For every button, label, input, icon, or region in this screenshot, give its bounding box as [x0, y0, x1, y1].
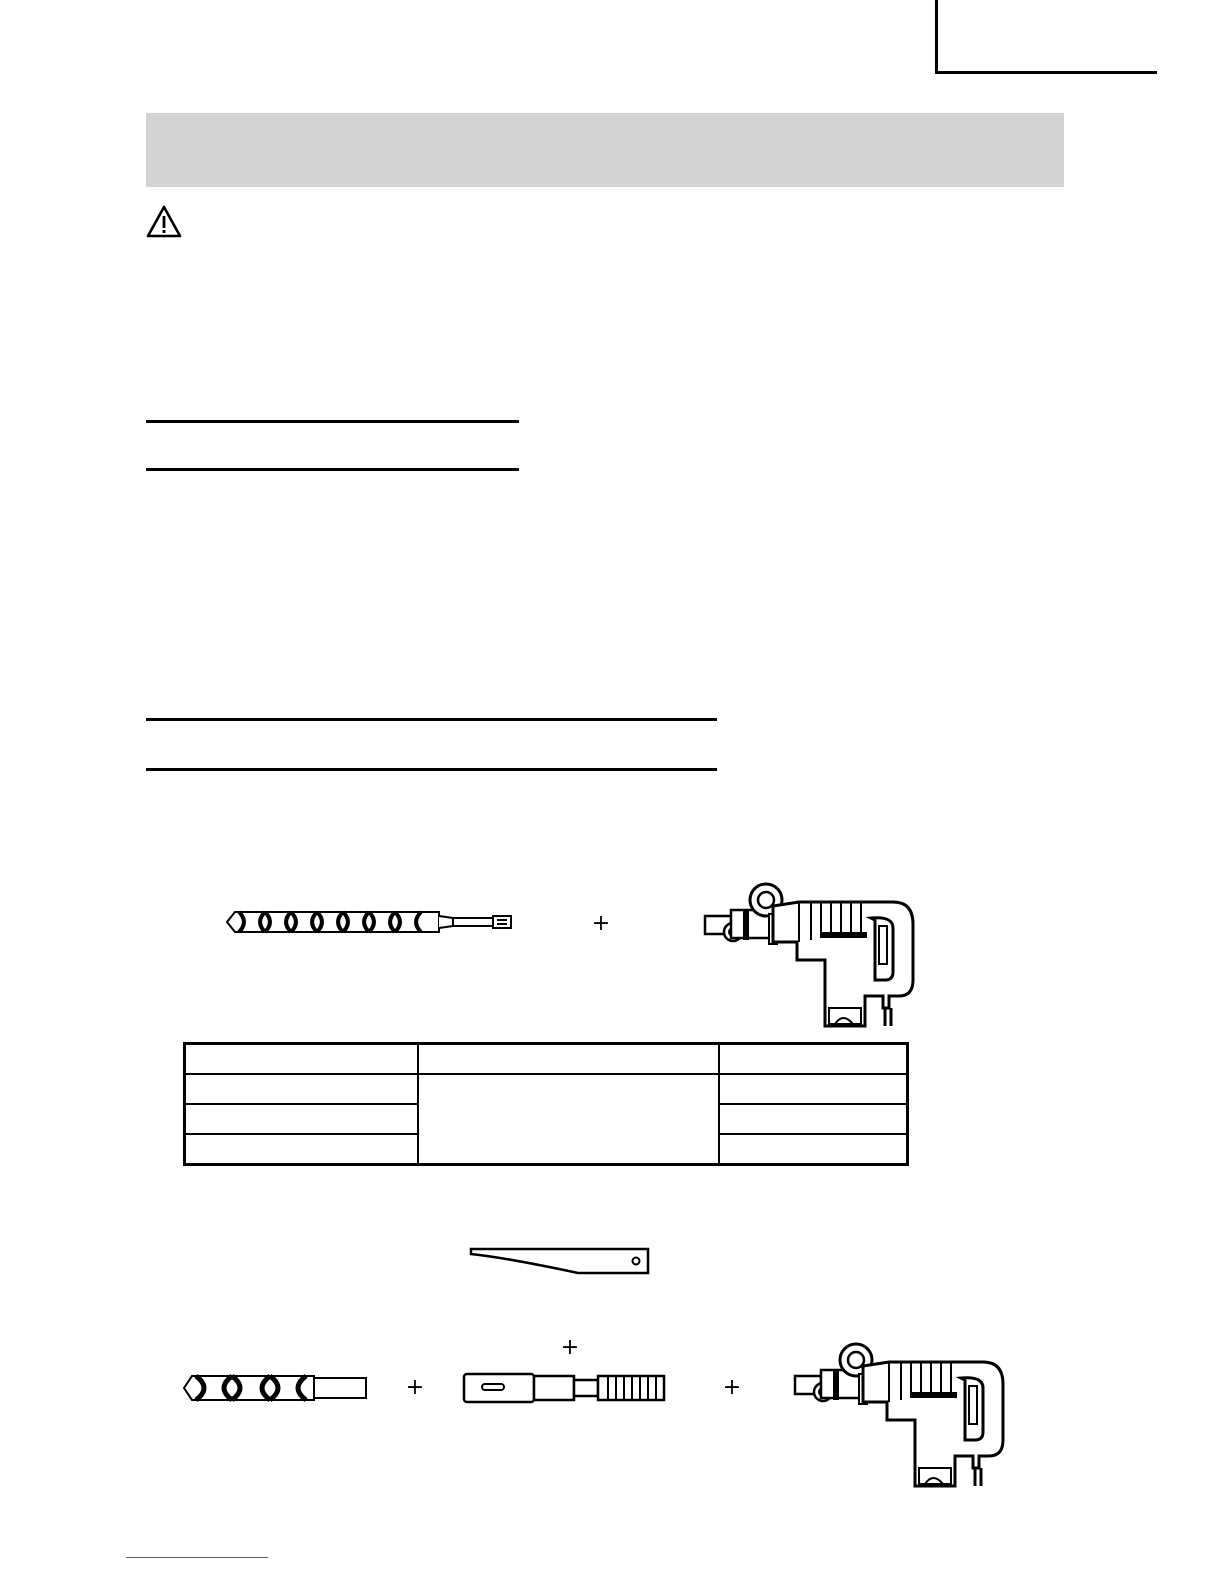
adapter-icon [462, 1370, 668, 1406]
table-cell [185, 1134, 418, 1165]
tapered-shank-drill-icon [182, 1372, 370, 1404]
table-cell [185, 1074, 418, 1104]
footnote-separator [126, 1557, 268, 1558]
table-cell [719, 1134, 908, 1165]
heading-rule-1-top [146, 420, 519, 423]
heading-rule-2-bottom [146, 768, 717, 771]
table-cell-merged [418, 1074, 719, 1165]
table-header-row [185, 1044, 908, 1075]
table-row [185, 1074, 908, 1104]
drill-bit-icon [225, 906, 515, 938]
table-cell [719, 1074, 908, 1104]
table-cell [185, 1104, 418, 1134]
rotary-hammer-icon [793, 1340, 1008, 1490]
plus-sign: + [722, 1375, 742, 1400]
page-tab-marker [935, 0, 1157, 74]
section-title-band [146, 113, 1064, 187]
cotter-icon [468, 1246, 652, 1276]
bit-specification-table [183, 1042, 909, 1166]
plus-sign: + [560, 1335, 580, 1360]
warning-triangle-icon [146, 205, 182, 238]
table-cell [418, 1044, 719, 1075]
heading-rule-1-bottom [146, 468, 519, 471]
table-cell [185, 1044, 418, 1075]
table-cell [719, 1044, 908, 1075]
heading-rule-2-top [146, 718, 717, 721]
plus-sign: + [405, 1375, 425, 1400]
plus-sign: + [591, 911, 611, 936]
table-cell [719, 1104, 908, 1134]
rotary-hammer-icon [703, 880, 918, 1030]
